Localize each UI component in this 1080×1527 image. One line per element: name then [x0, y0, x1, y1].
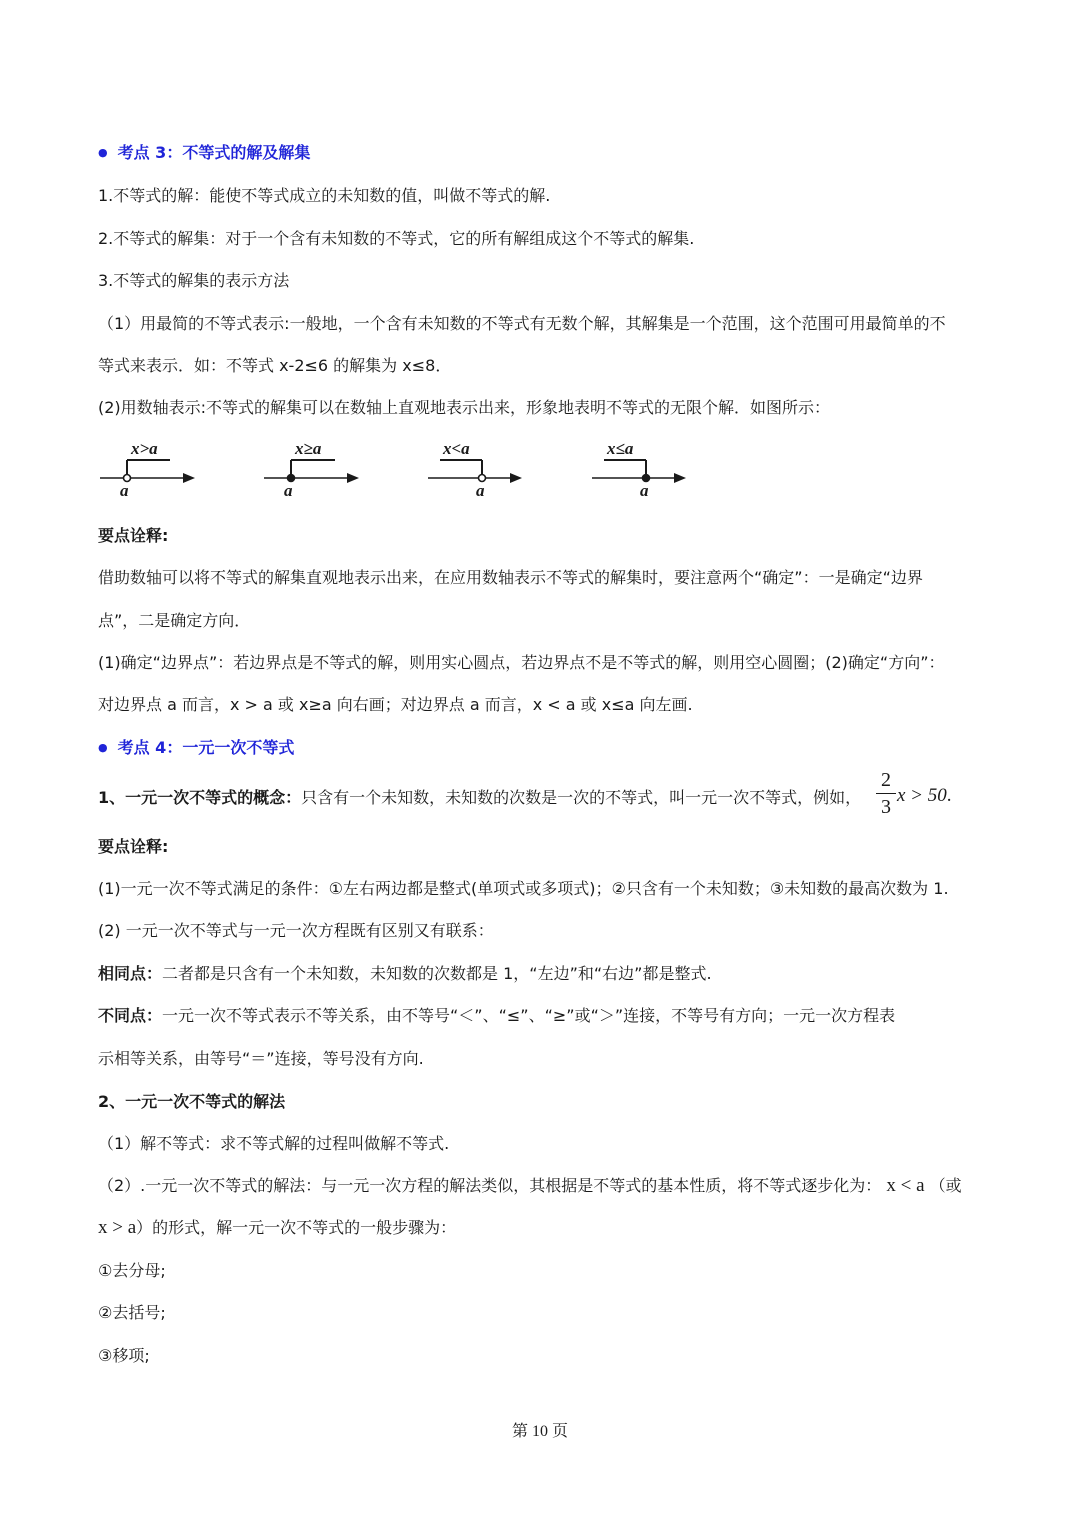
method-2-math: x < a: [886, 1175, 925, 1196]
example-inequality: [897, 784, 952, 808]
concept-line: [98, 786, 861, 810]
method-1: （1）解不等式：求不等式解的过程叫做解不等式.: [98, 1134, 450, 1153]
section-4-heading: [98, 736, 294, 760]
method-2-text: （2）.一元一次不等式的解法：与一元一次方程的解法类似，其根据是不等式的基本性质，将不等式逐步化为：: [98, 1176, 882, 1195]
number-line-2-label: x≥a: [295, 439, 322, 458]
diff-line-1: [98, 1004, 895, 1028]
note-4-2: (2) 一元一次不等式与一元一次方程既有区别又有联系：: [98, 921, 494, 940]
same-line: [98, 962, 712, 986]
number-line-4-label: x≤a: [607, 439, 634, 458]
fraction-numerator: 2: [881, 769, 891, 791]
method-title: 2、一元一次不等式的解法: [98, 1092, 286, 1111]
method-2-end: （或: [929, 1176, 962, 1195]
page-number: 第 10 页: [511, 1423, 568, 1440]
number-line-3: [428, 439, 522, 500]
example-fraction: [876, 768, 896, 819]
note-line-2: 点”，二是确定方向．: [98, 611, 251, 630]
number-line-4-point: a: [640, 481, 649, 500]
number-line-1-label: x>a: [131, 439, 158, 458]
example-end: .: [946, 785, 952, 806]
same-label: 相同点：: [98, 964, 163, 983]
number-line-figures: [95, 432, 695, 502]
section-4-title: 考点 4：一元一次不等式: [117, 738, 295, 757]
method-2-line-2: [98, 1216, 456, 1240]
number-line-4: [592, 439, 686, 500]
method-2b-text: ）的形式，解一元一次不等式的一般步骤为：: [136, 1218, 457, 1237]
item-2: 2.不等式的解集：对于一个含有未知数的不等式，它的所有解组成这个不等式的解集.: [98, 229, 695, 248]
number-line-1-point: a: [120, 481, 129, 500]
concept-text: 只含有一个未知数，未知数的次数是一次的不等式，叫一元一次不等式，例如，: [301, 788, 862, 807]
item-3: 3.不等式的解集的表示方法: [98, 271, 290, 290]
bullet-icon: ●: [98, 741, 108, 754]
note-line-1: 借助数轴可以将不等式的解集直观地表示出来，在应用数轴表示不等式的解集时，要注意两个“确定”：一是确定“边界: [98, 568, 923, 587]
section-3-heading: [98, 141, 310, 165]
sub-1-line-1: （1）用最简的不等式表示:一般地，一个含有未知数的不等式有无数个解，其解集是一个范围，这个范围可用最简单的不: [98, 314, 946, 333]
step-1: ①去分母;: [98, 1261, 166, 1280]
bullet-icon: ●: [98, 146, 108, 159]
number-line-1: [100, 439, 195, 500]
method-2b-math: x > a: [98, 1217, 137, 1238]
number-line-2-point: a: [284, 481, 293, 500]
same-text: 二者都是只含有一个未知数，未知数的次数都是 1，“左边”和“右边”都是整式.: [162, 964, 712, 983]
example-rest: x > 50: [897, 785, 947, 806]
diff-text-1: 一元一次不等式表示不等关系，由不等号“＜”、“≤”、“≥”或“＞”连接，不等号有方向；一元一次方程表: [162, 1006, 896, 1025]
note-title-2: 要点诠释:: [98, 837, 169, 856]
number-line-3-point: a: [476, 481, 485, 500]
number-line-3-label: x<a: [443, 439, 470, 458]
note-4-1: (1)一元一次不等式满足的条件：①左右两边都是整式(单项式或多项式)；②只含有一个未知数；③未知数的最高次数为 1.: [98, 879, 949, 898]
item-1: 1.不等式的解：能使不等式成立的未知数的值，叫做不等式的解.: [98, 186, 551, 205]
sub-2: (2)用数轴表示:不等式的解集可以在数轴上直观地表示出来，形象地表明不等式的无限个解．如图所示：: [98, 398, 831, 417]
diff-label: 不同点：: [98, 1006, 163, 1025]
sub-1-line-2: 等式来表示．如：不等式 x-2≤6 的解集为 x≤8．: [98, 356, 452, 375]
section-3-title: 考点 3：不等式的解及解集: [117, 143, 311, 162]
step-3: ③移项;: [98, 1346, 150, 1365]
number-line-2: [264, 439, 359, 500]
step-2: ②去括号;: [98, 1303, 166, 1322]
note-line-3: (1)确定“边界点”：若边界点是不等式的解，则用实心圆点，若边界点不是不等式的解，则用空心圆圈；(2)确定“方向”：: [98, 653, 945, 672]
fraction-denominator: 3: [881, 796, 891, 818]
method-2-line-1: [98, 1174, 962, 1198]
fraction-bar: [876, 793, 896, 794]
diff-line-2: 示相等关系，由等号“＝”连接，等号没有方向.: [98, 1049, 424, 1068]
note-line-4: 对边界点 a 而言，x > a 或 x≥a 向右画；对边界点 a 而言，x < a 或 x≤a 向左画.: [98, 695, 693, 714]
note-title-1: 要点诠释:: [98, 526, 169, 545]
concept-label: 1、一元一次不等式的概念：: [98, 788, 302, 807]
